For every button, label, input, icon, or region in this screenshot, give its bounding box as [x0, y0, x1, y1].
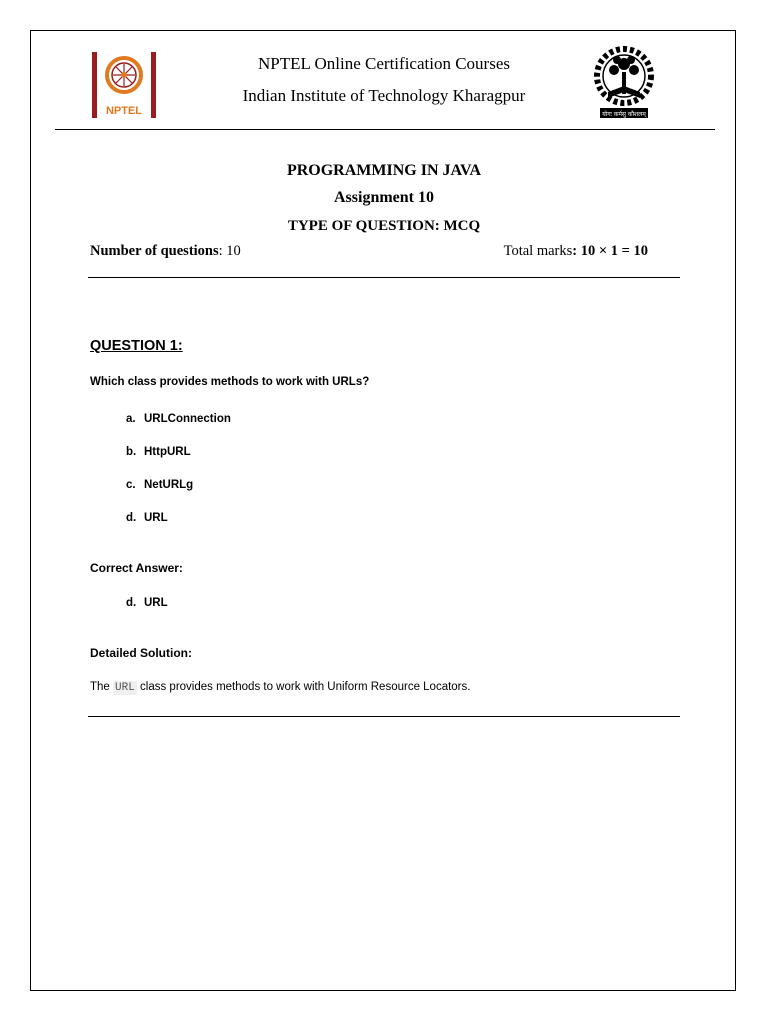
question-heading: QUESTION 1:	[90, 338, 183, 354]
svg-text:NPTEL: NPTEL	[105, 105, 143, 117]
correct-answer-text: URL	[144, 597, 168, 609]
option-d	[126, 512, 168, 524]
option-label: b.	[126, 446, 137, 458]
option-b	[126, 446, 191, 458]
detailed-solution-heading: Detailed Solution:	[90, 646, 192, 660]
header-divider	[55, 129, 715, 130]
solution-suffix: class provides methods to work with Uniform Resource Locators.	[136, 681, 471, 693]
total-marks	[504, 243, 648, 260]
option-text: HttpURL	[144, 446, 191, 458]
total-marks-label: Total marks	[503, 243, 573, 259]
institution-line-1: NPTEL Online Certification Courses	[258, 54, 510, 73]
number-of-questions-label: Number of questions	[90, 243, 219, 259]
course-title: PROGRAMMING IN JAVA	[286, 162, 482, 179]
option-label: a.	[126, 413, 136, 425]
correct-answer-heading: Correct Answer:	[90, 561, 183, 575]
number-of-questions	[90, 243, 241, 260]
total-marks-value: : 10 × 1 = 10	[572, 243, 648, 259]
institution-line-2: Indian Institute of Technology Kharagpur	[242, 86, 526, 105]
solution-prefix: The	[90, 681, 114, 693]
option-label: c.	[126, 479, 136, 491]
meta-divider	[88, 277, 680, 278]
option-a	[126, 413, 231, 425]
correct-answer-label: d.	[126, 597, 137, 609]
option-text: URL	[144, 512, 168, 524]
solution-code: URL	[115, 682, 135, 694]
number-of-questions-value: : 10	[218, 243, 241, 259]
option-text: URLConnection	[144, 413, 231, 425]
option-text: NetURLg	[144, 479, 194, 491]
option-c	[126, 479, 193, 491]
option-label: d.	[126, 512, 137, 524]
question-text: Which class provides methods to work with URLs?	[90, 376, 370, 388]
svg-text:योगः कर्मसु कौशलम्: योगः कर्मसु कौशलम्	[602, 111, 646, 118]
assignment-title: Assignment 10	[333, 189, 434, 206]
question-divider	[88, 716, 680, 717]
detailed-solution-text	[90, 681, 470, 694]
question-type: TYPE OF QUESTION: MCQ	[287, 218, 481, 234]
correct-answer	[126, 597, 168, 609]
